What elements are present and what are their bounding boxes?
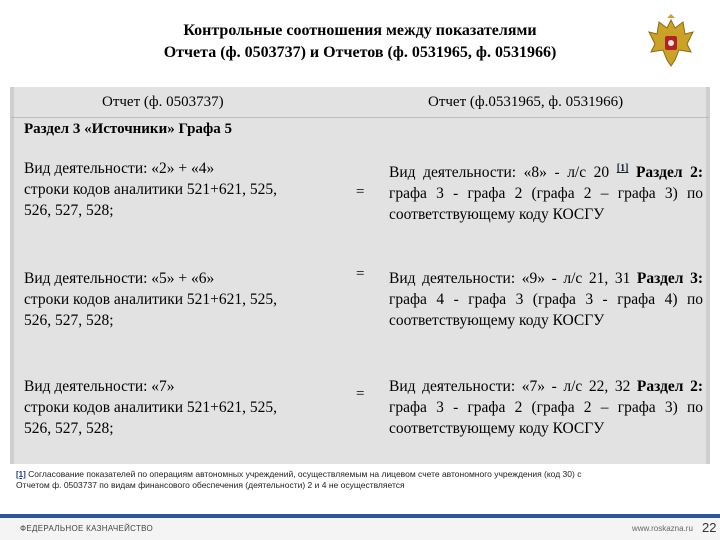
row-2-right-text: графа 4 - графа 3 (графа 3 - графа 4) по соответствующему коду КОСГУ xyxy=(389,291,703,329)
footnote xyxy=(16,469,706,491)
slide-header xyxy=(0,0,720,82)
title-line-1: Контрольные соотношения между показателями xyxy=(183,22,537,39)
row-1-equals-sign: = xyxy=(356,184,365,200)
row-1-right-section: Раздел 2: xyxy=(635,164,704,182)
double-headed-eagle-emblem-icon xyxy=(645,14,697,70)
table-row-1-left xyxy=(24,158,334,221)
slide-title xyxy=(100,20,620,64)
row-2-left-line-3: 526, 527, 528; xyxy=(24,312,114,329)
row-1-right-text: графа 3 - графа 2 (графа 2 – графа 3) по соответствующему коду КОСГУ xyxy=(389,185,703,224)
row-3-left-line-3: 526, 527, 528; xyxy=(24,420,114,437)
table-left-border xyxy=(10,87,14,464)
footnote-mark: [1] xyxy=(16,470,26,479)
footnote-reference-link[interactable]: [1] xyxy=(616,163,629,174)
row-2-left-line-2: строки кодов аналитики 521+621, 525, xyxy=(24,291,278,308)
table-row-3-right xyxy=(389,376,703,439)
footer-organization: ФЕДЕРАЛЬНОЕ КАЗНАЧЕЙСТВО xyxy=(20,524,154,533)
slide-footer xyxy=(0,514,720,540)
title-line-2: Отчета (ф. 0503737) и Отчетов (ф. 0531965, ф. 0531966) xyxy=(163,44,557,61)
row-1-left-line-1: Вид деятельности: «2» + «4» xyxy=(24,160,215,177)
column-header-right: Отчет (ф.0531965, ф. 0531966) xyxy=(428,94,624,110)
row-3-left-line-2: строки кодов аналитики 521+621, 525, xyxy=(24,399,278,416)
row-3-right-section: Раздел 2: xyxy=(636,378,704,395)
table-right-border xyxy=(706,87,710,464)
row-1-right-first: Вид деятельности: «8» - л/с 20 xyxy=(389,164,610,182)
table-row-2-right xyxy=(389,268,703,331)
row-3-right-text: графа 3 - графа 2 (графа 2 – графа 3) по соответствующему коду КОСГУ xyxy=(389,399,703,437)
table-row-1-right xyxy=(389,158,703,225)
row-1-left-line-2: строки кодов аналитики 521+621, 525, xyxy=(24,181,278,198)
table-header-row xyxy=(10,87,710,118)
page-number: 22 xyxy=(702,520,717,535)
column-header-left: Отчет (ф. 0503737) xyxy=(102,94,224,110)
row-2-right-first: Вид деятельности: «9» - л/с 21, 31 xyxy=(389,270,631,287)
footer-website[interactable]: www.roskazna.ru xyxy=(632,524,693,533)
row-2-right-section: Раздел 3: xyxy=(636,270,704,287)
section-title: Раздел 3 «Источники» Графа 5 xyxy=(24,121,233,137)
table-row-3-left xyxy=(24,376,334,439)
row-2-left-line-1: Вид деятельности: «5» + «6» xyxy=(24,270,215,287)
row-2-equals-sign: = xyxy=(356,266,365,282)
row-3-left-line-1: Вид деятельности: «7» xyxy=(24,378,175,395)
footnote-text-line-2: Отчетом ф. 0503737 по видам финансового обеспечения (деятельности) 2 и 4 не осуществляется xyxy=(16,480,405,490)
row-3-equals-sign: = xyxy=(356,386,365,402)
row-3-right-first: Вид деятельности: «7» - л/с 22, 32 xyxy=(389,378,631,395)
footer-band xyxy=(0,514,720,518)
table-row-2-left xyxy=(24,268,334,331)
row-1-left-line-3: 526, 527, 528; xyxy=(24,202,114,219)
footnote-text-line-1: Согласование показателей по операциям автономных учреждений, осуществляемым на лицевом счете автономного учреждения (код 30) с xyxy=(28,469,582,479)
